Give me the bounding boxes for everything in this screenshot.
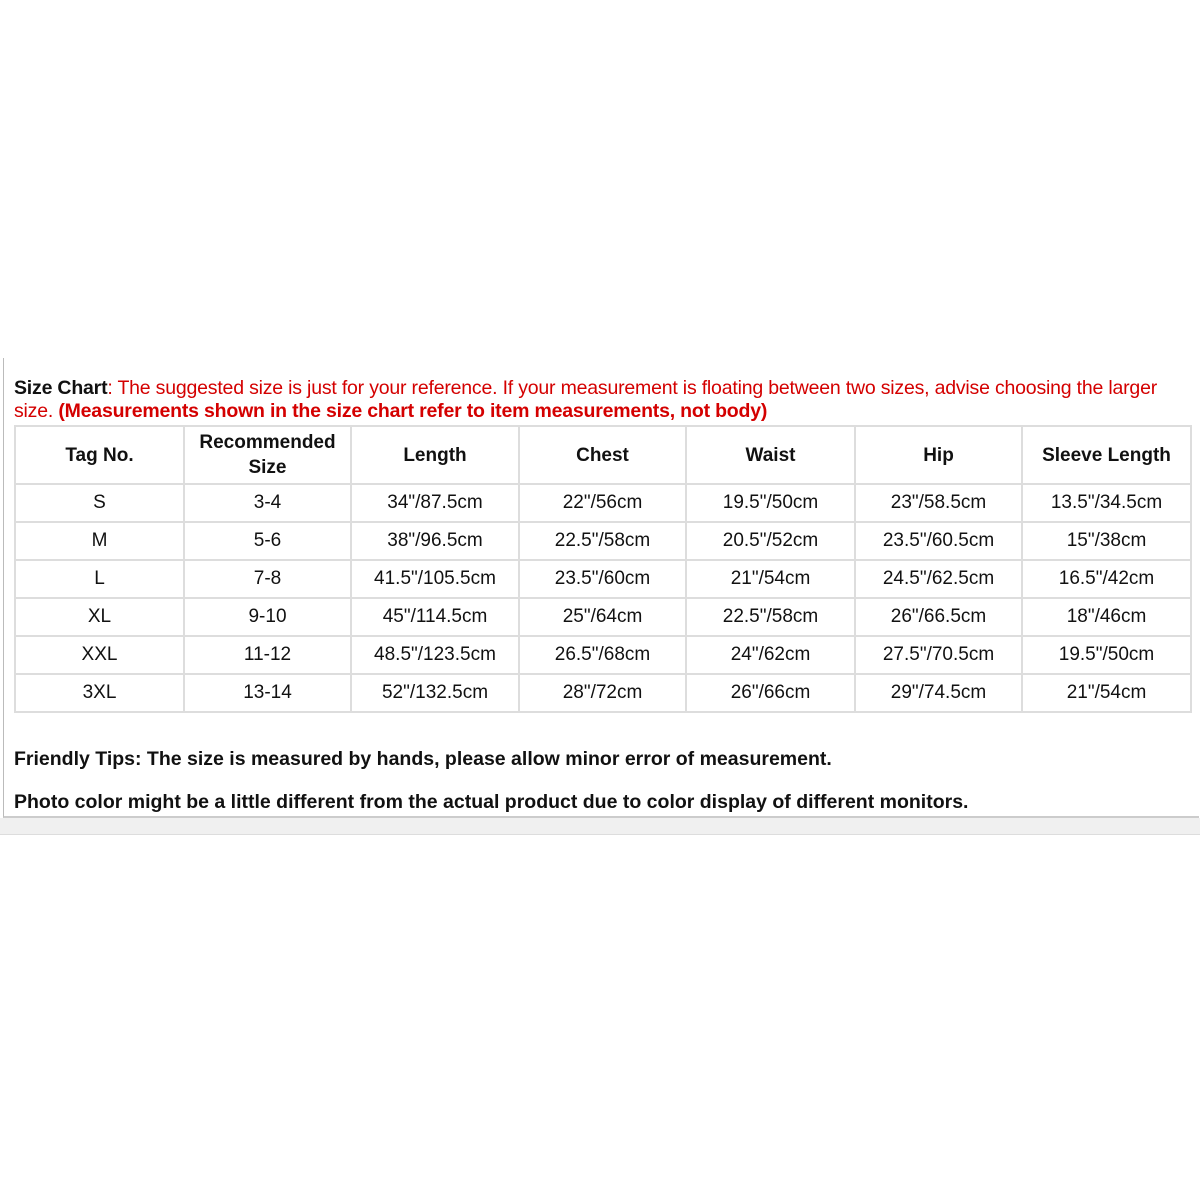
table-cell: 18"/46cm (1022, 598, 1191, 636)
table-cell: 11-12 (184, 636, 351, 674)
table-cell: 21"/54cm (686, 560, 855, 598)
table-cell: 15"/38cm (1022, 522, 1191, 560)
table-cell: 9-10 (184, 598, 351, 636)
table-cell: 16.5"/42cm (1022, 560, 1191, 598)
column-header: Waist (686, 426, 855, 484)
friendly-tip: Friendly Tips: The size is measured by hands, please allow minor error of measurement. (14, 748, 832, 770)
table-cell: 3-4 (184, 484, 351, 522)
table-cell: 22.5"/58cm (686, 598, 855, 636)
table-row (15, 636, 1191, 674)
table-cell: 22"/56cm (519, 484, 686, 522)
column-header: Length (351, 426, 519, 484)
table-cell: XL (15, 598, 184, 636)
table-cell: 34"/87.5cm (351, 484, 519, 522)
table-cell: 25"/64cm (519, 598, 686, 636)
table-cell: 45"/114.5cm (351, 598, 519, 636)
table-cell: L (15, 560, 184, 598)
table-header-row (15, 426, 1191, 484)
table-cell: 38"/96.5cm (351, 522, 519, 560)
table-cell: 28"/72cm (519, 674, 686, 712)
table-cell: 20.5"/52cm (686, 522, 855, 560)
size-table (14, 425, 1192, 713)
table-cell: 26"/66.5cm (855, 598, 1022, 636)
table-cell: M (15, 522, 184, 560)
table-row (15, 674, 1191, 712)
table-row (15, 484, 1191, 522)
table-row (15, 522, 1191, 560)
table-cell: 23.5"/60.5cm (855, 522, 1022, 560)
column-header: Sleeve Length (1022, 426, 1191, 484)
bottom-divider (0, 818, 1200, 835)
table-cell: 52"/132.5cm (351, 674, 519, 712)
table-row (15, 560, 1191, 598)
table-cell: 24"/62cm (686, 636, 855, 674)
column-header: Tag No. (15, 426, 184, 484)
column-header: Recommended Size (184, 426, 351, 484)
column-header: Hip (855, 426, 1022, 484)
table-cell: 26.5"/68cm (519, 636, 686, 674)
table-cell: 13-14 (184, 674, 351, 712)
photo-color-note: Photo color might be a little different from the actual product due to color display of different monitors. (14, 791, 969, 813)
table-cell: 26"/66cm (686, 674, 855, 712)
table-cell: 22.5"/58cm (519, 522, 686, 560)
table-cell: 5-6 (184, 522, 351, 560)
table-cell: 19.5"/50cm (1022, 636, 1191, 674)
table-cell: 7-8 (184, 560, 351, 598)
table-cell: 13.5"/34.5cm (1022, 484, 1191, 522)
size-chart-label: Size Chart (14, 377, 108, 399)
table-cell: 19.5"/50cm (686, 484, 855, 522)
table-cell: 23"/58.5cm (855, 484, 1022, 522)
table-cell: 21"/54cm (1022, 674, 1191, 712)
size-chart-panel (3, 358, 1199, 818)
table-cell: S (15, 484, 184, 522)
table-cell: 3XL (15, 674, 184, 712)
table-cell: 23.5"/60cm (519, 560, 686, 598)
column-header: Chest (519, 426, 686, 484)
table-cell: 24.5"/62.5cm (855, 560, 1022, 598)
table-cell: 29"/74.5cm (855, 674, 1022, 712)
table-row (15, 598, 1191, 636)
table-cell: 48.5"/123.5cm (351, 636, 519, 674)
table-cell: 41.5"/105.5cm (351, 560, 519, 598)
size-chart-intro (14, 377, 1184, 423)
table-cell: XXL (15, 636, 184, 674)
size-chart-advice: : The suggested size is just for your reference. If your measurement is floating between two sizes, advise choosing the larger size. (14, 377, 1158, 422)
table-cell: 27.5"/70.5cm (855, 636, 1022, 674)
size-chart-note: (Measurements shown in the size chart refer to item measurements, not body) (58, 400, 768, 422)
